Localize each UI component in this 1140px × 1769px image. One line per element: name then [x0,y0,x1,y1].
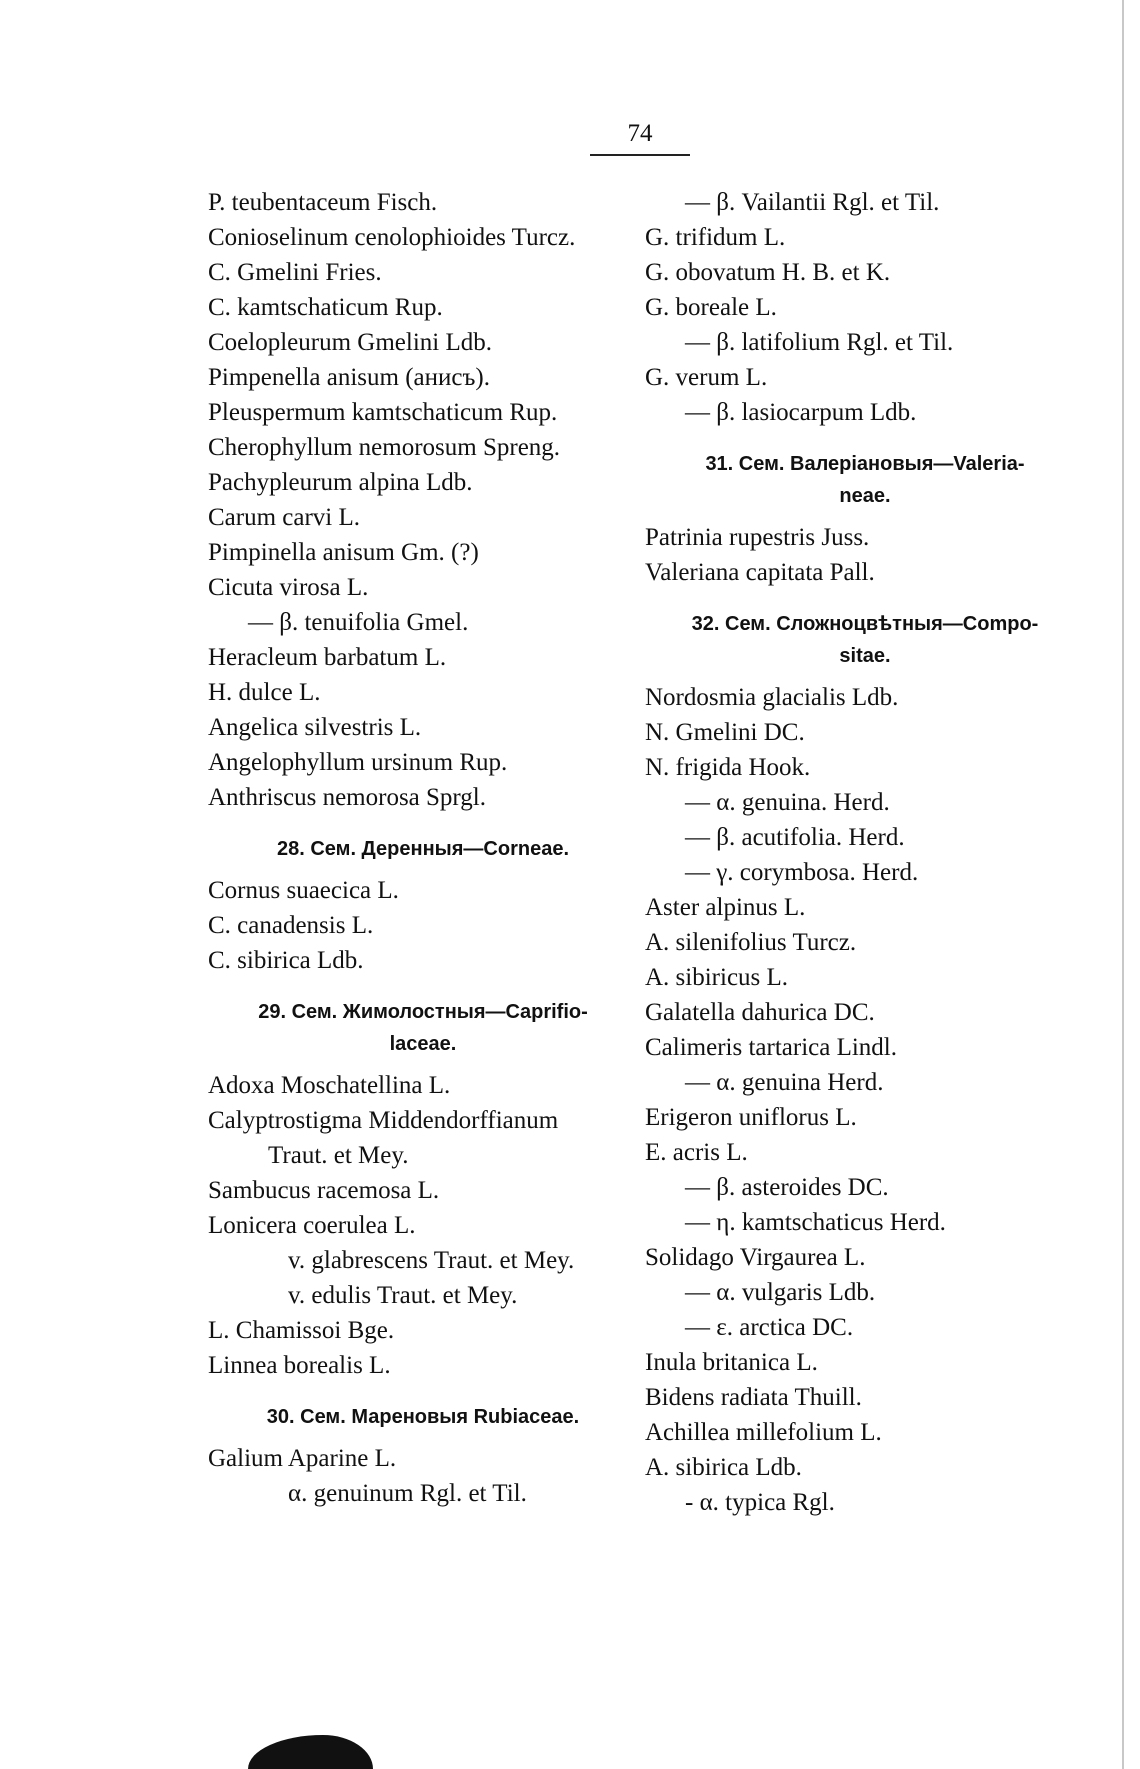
species-entry: Coelopleurum Gmelini Ldb. [208,329,492,356]
species-entry: Achillea millefolium L. [645,1419,882,1446]
species-entry: Pachypleurum alpina Ldb. [208,469,473,496]
variety-entry: — α. genuina Herd. [685,1069,884,1096]
species-entry: Sambucus racemosa L. [208,1177,440,1204]
family-heading-compositae [645,608,1085,672]
species-entry: Bidens radiata Thuill. [645,1384,862,1411]
species-entry: Cornus suaecica L. [208,877,399,904]
species-entry: G. obovatum H. B. et K. [645,259,891,286]
left-column [208,185,638,1511]
variety-entry: — ε. arctica DC. [685,1314,854,1341]
species-entry: G. trifidum L. [645,224,786,251]
species-entry: C. canadensis L. [208,912,374,939]
species-entry: P. teubentaceum Fisch. [208,189,438,216]
species-entry: Patrinia rupestris Juss. [645,524,870,551]
species-entry: E. acris L. [645,1139,748,1166]
species-entry: Carum carvi L. [208,504,361,531]
variety-entry: - α. typica Rgl. [685,1489,835,1516]
species-entry: Nordosmia glacialis Ldb. [645,684,899,711]
species-entry: Galium Aparine L. [208,1445,397,1472]
species-entry: Pimpinella anisum Gm. (?) [208,539,479,566]
species-entry: Calyptrostigma Middendorffianum [208,1107,559,1134]
variety-entry: — β. Vailantii Rgl. et Til. [685,189,940,216]
species-entry: Lonicera coerulea L. [208,1212,416,1239]
species-entry: G. boreale L. [645,294,777,321]
species-entry: N. frigida Hook. [645,754,811,781]
page-edge-line [1122,0,1124,1769]
species-list [208,185,638,815]
scan-ink-smudge [248,1735,373,1769]
family-heading-corneae: 28. Сем. Деренныя—Corneae. [276,838,570,860]
family-heading-line: neae. [839,485,891,507]
species-entry: Calimeris tartarica Lindl. [645,1034,897,1061]
species-entry: Solidago Virgaurea L. [645,1244,866,1271]
species-entry: A. sibirica Ldb. [645,1454,802,1481]
species-list [208,1068,638,1383]
species-entry: Anthriscus nemorosa Sprgl. [208,784,486,811]
variety-entry: — β. acutifolia. Herd. [685,824,905,851]
species-entry: L. Chamissoi Bge. [208,1317,395,1344]
species-entry: A. sibiricus L. [645,964,789,991]
species-entry: Heracleum barbatum L. [208,644,447,671]
variety-entry: v. glabrescens Traut. et Mey. [288,1247,575,1274]
species-entry: Valeriana capitata Pall. [645,559,875,586]
species-list [208,873,638,978]
species-entry: C. kamtschaticum Rup. [208,294,443,321]
family-heading-caprifoliaceae [208,996,638,1060]
species-entry: Cicuta virosa L. [208,574,369,601]
page-number: 74 [627,120,653,147]
species-list [208,1441,638,1511]
species-entry: N. Gmelini DC. [645,719,805,746]
family-heading-rubiaceae: 30. Сем. Мареновыя Rubiaceae. [266,1406,580,1428]
species-entry-continuation: Traut. et Mey. [268,1142,409,1169]
variety-entry: — β. latifolium Rgl. et Til. [685,329,954,356]
family-heading-line: laceae. [389,1033,457,1055]
species-entry: Pimpenella anisum (анисъ). [208,364,490,391]
variety-entry: — β. lasiocarpum Ldb. [685,399,917,426]
species-entry: Aster alpinus L. [645,894,806,921]
species-entry: Angelophyllum ursinum Rup. [208,749,508,776]
species-entry: Cherophyllum nemorosum Spreng. [208,434,561,461]
species-list [645,185,1085,430]
variety-entry: α. genuinum Rgl. et Til. [288,1480,527,1507]
species-entry: Inula britanica L. [645,1349,818,1376]
variety-entry: v. edulis Traut. et Mey. [288,1282,518,1309]
species-entry: Adoxa Moschatellina L. [208,1072,451,1099]
species-entry: H. dulce L. [208,679,321,706]
species-entry: Linnea borealis L. [208,1352,391,1379]
family-heading-line: sitae. [839,645,891,667]
species-entry: C. Gmelini Fries. [208,259,382,286]
species-entry: C. sibirica Ldb. [208,947,364,974]
family-heading-line: 29. Сем. Жимолостныя—Caprifio- [258,1001,588,1023]
species-entry: Angelica silvestris L. [208,714,422,741]
variety-entry: — α. genuina. Herd. [685,789,890,816]
right-column [645,185,1085,1520]
species-entry: Pleuspermum kamtschaticum Rup. [208,399,558,426]
species-entry: Erigeron uniflorus L. [645,1104,857,1131]
page-number-rule [590,154,690,156]
variety-entry: — β. asteroides DC. [685,1174,889,1201]
species-entry: Galatella dahurica DC. [645,999,875,1026]
family-heading-line: 31. Сем. Валеріановыя—Valeria- [705,453,1025,475]
species-entry: G. verum L. [645,364,768,391]
species-entry: A. silenifolius Turcz. [645,929,857,956]
species-entry: Conioselinum cenolophioides Turcz. [208,224,576,251]
species-list [645,680,1085,1520]
family-heading-valerianeae [645,448,1085,512]
species-list [645,520,1085,590]
family-heading-line: 32. Сем. Сложноцвѣтныя—Compo- [691,613,1039,635]
variety-entry: — β. tenuifolia Gmel. [248,609,469,636]
variety-entry: — α. vulgaris Ldb. [685,1279,876,1306]
variety-entry: — η. kamtschaticus Herd. [685,1209,946,1236]
variety-entry: — γ. corymbosa. Herd. [685,859,919,886]
